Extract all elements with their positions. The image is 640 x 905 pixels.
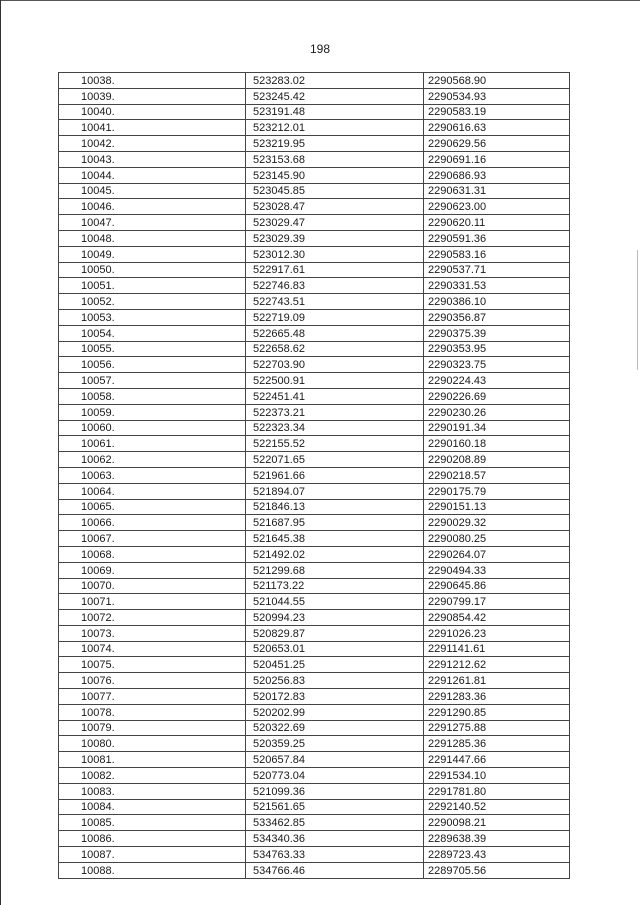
x-coordinate-cell: 534766.46 (246, 862, 424, 878)
table-row (59, 641, 570, 657)
x-coordinate-cell: 523145.90 (246, 167, 424, 183)
x-coordinate-cell: 523191.48 (246, 104, 424, 120)
y-coordinate-cell: 2290218.57 (424, 467, 570, 483)
point-id-cell: 10054. (59, 325, 246, 341)
x-coordinate-cell: 520994.23 (246, 610, 424, 626)
y-coordinate-cell: 2290537.71 (424, 262, 570, 278)
y-coordinate-cell: 2290616.63 (424, 120, 570, 136)
y-coordinate-cell: 2291275.88 (424, 720, 570, 736)
table-row (59, 294, 570, 310)
table-row (59, 420, 570, 436)
table-row (59, 704, 570, 720)
table-row (59, 783, 570, 799)
y-coordinate-cell: 2290568.90 (424, 73, 570, 89)
table-row (59, 720, 570, 736)
y-coordinate-cell: 2290583.16 (424, 246, 570, 262)
y-coordinate-cell: 2290356.87 (424, 309, 570, 325)
table-row (59, 499, 570, 515)
y-coordinate-cell: 2291290.85 (424, 704, 570, 720)
x-coordinate-cell: 523212.01 (246, 120, 424, 136)
table-row (59, 262, 570, 278)
table-row (59, 625, 570, 641)
point-id-cell: 10055. (59, 341, 246, 357)
point-id-cell: 10085. (59, 815, 246, 831)
x-coordinate-cell: 522155.52 (246, 436, 424, 452)
point-id-cell: 10084. (59, 799, 246, 815)
table-row (59, 73, 570, 89)
point-id-cell: 10072. (59, 610, 246, 626)
x-coordinate-cell: 522703.90 (246, 357, 424, 373)
y-coordinate-cell: 2291026.23 (424, 625, 570, 641)
table-row (59, 151, 570, 167)
page-number: 198 (309, 42, 331, 56)
point-id-cell: 10040. (59, 104, 246, 120)
point-id-cell: 10077. (59, 689, 246, 705)
x-coordinate-cell: 523012.30 (246, 246, 424, 262)
table-row (59, 136, 570, 152)
table-row (59, 436, 570, 452)
point-id-cell: 10039. (59, 88, 246, 104)
x-coordinate-cell: 522743.51 (246, 294, 424, 310)
table-row (59, 120, 570, 136)
y-coordinate-cell: 2289638.39 (424, 831, 570, 847)
y-coordinate-cell: 2290323.75 (424, 357, 570, 373)
x-coordinate-cell: 534340.36 (246, 831, 424, 847)
point-id-cell: 10053. (59, 309, 246, 325)
x-coordinate-cell: 522665.48 (246, 325, 424, 341)
y-coordinate-cell: 2290160.18 (424, 436, 570, 452)
y-coordinate-cell: 2290375.39 (424, 325, 570, 341)
point-id-cell: 10070. (59, 578, 246, 594)
y-coordinate-cell: 2290029.32 (424, 515, 570, 531)
table-row (59, 104, 570, 120)
table-row (59, 404, 570, 420)
table-row (59, 831, 570, 847)
table-row (59, 278, 570, 294)
x-coordinate-cell: 521645.38 (246, 531, 424, 547)
y-coordinate-cell: 2291283.36 (424, 689, 570, 705)
y-coordinate-cell: 2290353.95 (424, 341, 570, 357)
point-id-cell: 10068. (59, 546, 246, 562)
point-id-cell: 10050. (59, 262, 246, 278)
x-coordinate-cell: 521687.95 (246, 515, 424, 531)
point-id-cell: 10061. (59, 436, 246, 452)
table-row (59, 230, 570, 246)
page-top-edge (0, 0, 640, 1)
x-coordinate-cell: 523219.95 (246, 136, 424, 152)
point-id-cell: 10075. (59, 657, 246, 673)
table-row (59, 467, 570, 483)
x-coordinate-cell: 523028.47 (246, 199, 424, 215)
x-coordinate-cell: 520451.25 (246, 657, 424, 673)
y-coordinate-cell: 2290331.53 (424, 278, 570, 294)
table-row (59, 373, 570, 389)
table-row (59, 341, 570, 357)
point-id-cell: 10044. (59, 167, 246, 183)
x-coordinate-cell: 521561.65 (246, 799, 424, 815)
y-coordinate-cell: 2291212.62 (424, 657, 570, 673)
table-row (59, 515, 570, 531)
point-id-cell: 10081. (59, 752, 246, 768)
x-coordinate-cell: 534763.33 (246, 847, 424, 863)
point-id-cell: 10047. (59, 215, 246, 231)
y-coordinate-cell: 2290854.42 (424, 610, 570, 626)
point-id-cell: 10067. (59, 531, 246, 547)
point-id-cell: 10045. (59, 183, 246, 199)
table-row (59, 594, 570, 610)
point-id-cell: 10057. (59, 373, 246, 389)
table-row (59, 752, 570, 768)
table-row (59, 673, 570, 689)
table-row (59, 388, 570, 404)
x-coordinate-cell: 521961.66 (246, 467, 424, 483)
x-coordinate-cell: 523283.02 (246, 73, 424, 89)
x-coordinate-cell: 522373.21 (246, 404, 424, 420)
x-coordinate-cell: 520773.04 (246, 768, 424, 784)
x-coordinate-cell: 520322.69 (246, 720, 424, 736)
x-coordinate-cell: 520829.87 (246, 625, 424, 641)
y-coordinate-cell: 2290645.86 (424, 578, 570, 594)
point-id-cell: 10051. (59, 278, 246, 294)
x-coordinate-cell: 521894.07 (246, 483, 424, 499)
point-id-cell: 10082. (59, 768, 246, 784)
y-coordinate-cell: 2290494.33 (424, 562, 570, 578)
table-row (59, 199, 570, 215)
table-row (59, 657, 570, 673)
x-coordinate-cell: 522746.83 (246, 278, 424, 294)
y-coordinate-cell: 2290623.00 (424, 199, 570, 215)
x-coordinate-cell: 520657.84 (246, 752, 424, 768)
y-coordinate-cell: 2290534.93 (424, 88, 570, 104)
x-coordinate-cell: 523245.42 (246, 88, 424, 104)
y-coordinate-cell: 2290151.13 (424, 499, 570, 515)
table-row (59, 847, 570, 863)
point-id-cell: 10071. (59, 594, 246, 610)
x-coordinate-cell: 533462.85 (246, 815, 424, 831)
y-coordinate-cell: 2290230.26 (424, 404, 570, 420)
x-coordinate-cell: 522500.91 (246, 373, 424, 389)
point-id-cell: 10087. (59, 847, 246, 863)
table-row (59, 452, 570, 468)
point-id-cell: 10042. (59, 136, 246, 152)
table-row (59, 357, 570, 373)
y-coordinate-cell: 2290686.93 (424, 167, 570, 183)
x-coordinate-cell: 521846.13 (246, 499, 424, 515)
x-coordinate-cell: 520653.01 (246, 641, 424, 657)
table-row (59, 562, 570, 578)
y-coordinate-cell: 2289723.43 (424, 847, 570, 863)
scan-artifact-line (637, 250, 638, 370)
y-coordinate-cell: 2290583.19 (424, 104, 570, 120)
y-coordinate-cell: 2290208.89 (424, 452, 570, 468)
coordinates-table (58, 72, 570, 879)
y-coordinate-cell: 2290224.43 (424, 373, 570, 389)
table-row (59, 325, 570, 341)
point-id-cell: 10080. (59, 736, 246, 752)
point-id-cell: 10041. (59, 120, 246, 136)
table-row (59, 215, 570, 231)
point-id-cell: 10066. (59, 515, 246, 531)
y-coordinate-cell: 2290631.31 (424, 183, 570, 199)
table-row (59, 768, 570, 784)
y-coordinate-cell: 2290098.21 (424, 815, 570, 831)
table-row (59, 246, 570, 262)
x-coordinate-cell: 521299.68 (246, 562, 424, 578)
table-row (59, 689, 570, 705)
y-coordinate-cell: 2290386.10 (424, 294, 570, 310)
coordinates-table-body (59, 73, 570, 879)
y-coordinate-cell: 2291285.36 (424, 736, 570, 752)
table-row (59, 183, 570, 199)
point-id-cell: 10048. (59, 230, 246, 246)
point-id-cell: 10063. (59, 467, 246, 483)
point-id-cell: 10088. (59, 862, 246, 878)
table-row (59, 309, 570, 325)
x-coordinate-cell: 522323.34 (246, 420, 424, 436)
y-coordinate-cell: 2290264.07 (424, 546, 570, 562)
point-id-cell: 10046. (59, 199, 246, 215)
point-id-cell: 10038. (59, 73, 246, 89)
y-coordinate-cell: 2290080.25 (424, 531, 570, 547)
table-row (59, 167, 570, 183)
point-id-cell: 10043. (59, 151, 246, 167)
table-row (59, 546, 570, 562)
x-coordinate-cell: 521492.02 (246, 546, 424, 562)
point-id-cell: 10078. (59, 704, 246, 720)
point-id-cell: 10056. (59, 357, 246, 373)
x-coordinate-cell: 522719.09 (246, 309, 424, 325)
y-coordinate-cell: 2290620.11 (424, 215, 570, 231)
x-coordinate-cell: 523029.39 (246, 230, 424, 246)
point-id-cell: 10069. (59, 562, 246, 578)
table-row (59, 862, 570, 878)
x-coordinate-cell: 520256.83 (246, 673, 424, 689)
x-coordinate-cell: 520172.83 (246, 689, 424, 705)
table-row (59, 483, 570, 499)
y-coordinate-cell: 2290799.17 (424, 594, 570, 610)
x-coordinate-cell: 523029.47 (246, 215, 424, 231)
point-id-cell: 10076. (59, 673, 246, 689)
x-coordinate-cell: 521099.36 (246, 783, 424, 799)
point-id-cell: 10079. (59, 720, 246, 736)
point-id-cell: 10062. (59, 452, 246, 468)
point-id-cell: 10059. (59, 404, 246, 420)
point-id-cell: 10086. (59, 831, 246, 847)
y-coordinate-cell: 2289705.56 (424, 862, 570, 878)
point-id-cell: 10052. (59, 294, 246, 310)
point-id-cell: 10058. (59, 388, 246, 404)
y-coordinate-cell: 2290591.36 (424, 230, 570, 246)
table-row (59, 736, 570, 752)
x-coordinate-cell: 522451.41 (246, 388, 424, 404)
y-coordinate-cell: 2291447.66 (424, 752, 570, 768)
y-coordinate-cell: 2290175.79 (424, 483, 570, 499)
table-row (59, 610, 570, 626)
y-coordinate-cell: 2291141.61 (424, 641, 570, 657)
point-id-cell: 10073. (59, 625, 246, 641)
x-coordinate-cell: 522917.61 (246, 262, 424, 278)
y-coordinate-cell: 2291534.10 (424, 768, 570, 784)
table-row (59, 799, 570, 815)
table-row (59, 88, 570, 104)
y-coordinate-cell: 2290691.16 (424, 151, 570, 167)
x-coordinate-cell: 521044.55 (246, 594, 424, 610)
table-row (59, 531, 570, 547)
point-id-cell: 10083. (59, 783, 246, 799)
y-coordinate-cell: 2292140.52 (424, 799, 570, 815)
table-row (59, 815, 570, 831)
x-coordinate-cell: 522071.65 (246, 452, 424, 468)
table-row (59, 578, 570, 594)
x-coordinate-cell: 523153.68 (246, 151, 424, 167)
x-coordinate-cell: 521173.22 (246, 578, 424, 594)
x-coordinate-cell: 523045.85 (246, 183, 424, 199)
y-coordinate-cell: 2290191.34 (424, 420, 570, 436)
x-coordinate-cell: 522658.62 (246, 341, 424, 357)
y-coordinate-cell: 2291781.80 (424, 783, 570, 799)
y-coordinate-cell: 2290226.69 (424, 388, 570, 404)
point-id-cell: 10065. (59, 499, 246, 515)
y-coordinate-cell: 2290629.56 (424, 136, 570, 152)
x-coordinate-cell: 520359.25 (246, 736, 424, 752)
page-left-edge (0, 0, 1, 905)
point-id-cell: 10074. (59, 641, 246, 657)
point-id-cell: 10064. (59, 483, 246, 499)
point-id-cell: 10060. (59, 420, 246, 436)
y-coordinate-cell: 2291261.81 (424, 673, 570, 689)
point-id-cell: 10049. (59, 246, 246, 262)
x-coordinate-cell: 520202.99 (246, 704, 424, 720)
